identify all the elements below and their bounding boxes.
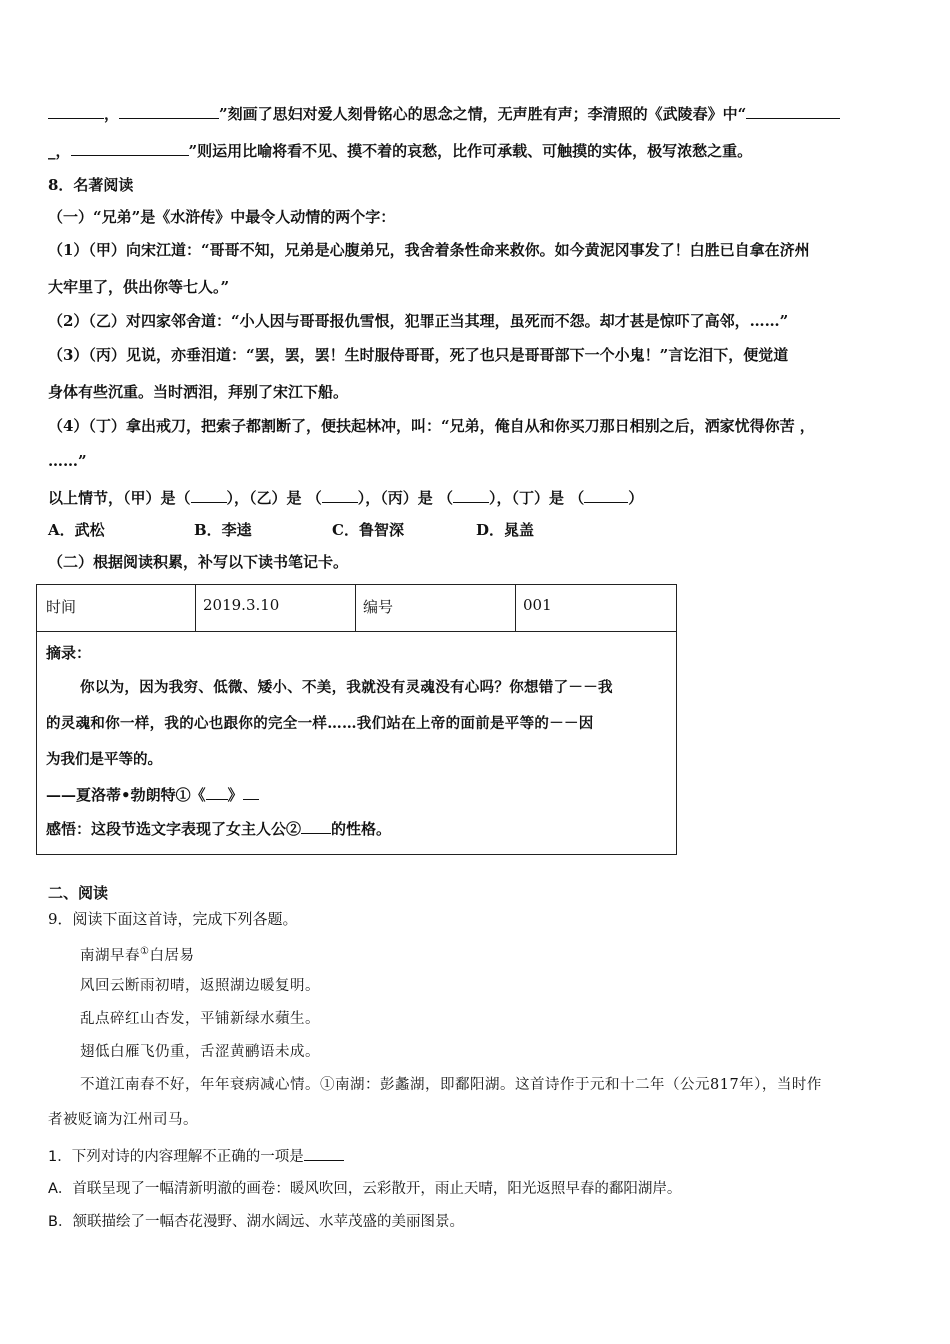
q8-title: 8．名著阅读 <box>48 176 134 194</box>
poem-line: 风回云断雨初晴，返照湖边暖复明。 <box>80 978 320 994</box>
q8-item2: （2）（乙）对四家邻舍道：“小人因与哥哥报仇雪恨，犯罪正当其理，虽死而不怨。却才甚是惊吓了高邻，……” <box>48 312 789 330</box>
q9-title: 9．阅读下面这首诗，完成下列各题。 <box>48 910 298 928</box>
answer-blank[interactable] <box>584 486 628 503</box>
q8-item3-line1: （3）（丙）见说，亦垂泪道：“罢，罢，罢！生时服侍哥哥，死了也只是哥哥部下一个小鬼！”言讫泪下，便觉道 <box>48 346 789 364</box>
table-border <box>355 584 356 632</box>
option-b[interactable]: B．李逵 <box>194 521 252 539</box>
answer-blank[interactable] <box>71 139 189 156</box>
q8-item3-line2: 身体有些沉重。当时洒泪，拜别了宋江下船。 <box>48 383 349 401</box>
time-value: 2019.3.10 <box>203 596 280 614</box>
insight-line: 感悟：这段节选文字表现了女主人公② 的性格。 <box>46 817 391 839</box>
poem-line: 翅低白雁飞仍重，舌涩黄鹂语未成。 <box>80 1044 320 1060</box>
time-label: 时间 <box>46 598 77 616</box>
option-b[interactable]: B．颔联描绘了一幅杏花漫野、湖水阔远、水苹茂盛的美丽图景。 <box>48 1214 464 1230</box>
source-line: ——夏洛蒂•勃朗特①《 》 <box>46 783 259 805</box>
q8-question: 以上情节，（甲）是（ ），（乙）是 （ ），（丙）是 （ ），（丁）是 （ ） <box>48 486 643 508</box>
id-label: 编号 <box>363 598 394 616</box>
q8-item4-line2: ……” <box>48 452 87 470</box>
underline <box>243 783 259 800</box>
excerpt-line: 为我们是平等的。 <box>46 751 162 768</box>
option-c[interactable]: C．鲁智深 <box>332 521 404 539</box>
option-a[interactable]: A．武松 <box>48 521 105 539</box>
q7-line-1: ， ”刻画了思妇对爱人刻骨铭心的思念之情，无声胜有声；李清照的《武陵春》中“ <box>48 102 840 124</box>
table-border <box>36 584 37 855</box>
poem-last-line-note: 不道江南春不好，年年衰病减心情。①南湖：彭蠡湖，即鄱阳湖。这首诗作于元和十二年（公元817年），当时作 <box>80 1077 822 1093</box>
option-a[interactable]: A．首联呈现了一幅清新明澈的画卷：暖风吹回，云彩散开，雨止天晴，阳光返照早春的鄱阳湖岸。 <box>48 1181 682 1197</box>
poem-note-line: 者被贬谪为江州司马。 <box>48 1112 198 1128</box>
answer-blank[interactable] <box>304 1144 344 1161</box>
excerpt-label: 摘录： <box>46 644 92 662</box>
answer-blank[interactable] <box>119 102 219 119</box>
excerpt-line: 的灵魂和你一样，我的心也跟你的完全一样……我们站在上帝的面前是平等的－－因 <box>46 715 594 732</box>
sub-question-1: 1．下列对诗的内容理解不正确的一项是 <box>48 1144 344 1167</box>
q8-options <box>48 520 534 540</box>
answer-blank[interactable] <box>322 486 358 503</box>
answer-blank[interactable] <box>48 102 104 119</box>
answer-blank[interactable] <box>191 486 227 503</box>
q8-part1-title: （一）“兄弟”是《水浒传》中最令人动情的两个字： <box>48 208 396 226</box>
q8-part2-title: （二）根据阅读积累，补写以下读书笔记卡。 <box>48 553 349 571</box>
table-border <box>36 631 677 632</box>
table-border <box>36 854 677 855</box>
answer-blank[interactable] <box>746 102 840 119</box>
poem-title-line: 南湖早春①白居易 <box>80 946 195 964</box>
answer-blank[interactable] <box>453 486 489 503</box>
answer-blank[interactable] <box>206 783 228 800</box>
table-border <box>36 584 677 585</box>
answer-blank[interactable] <box>301 817 331 834</box>
option-d[interactable]: D．晁盖 <box>476 521 535 539</box>
table-border <box>195 584 196 632</box>
poem-line: 乱点碎红山杏发，平铺新绿水蘋生。 <box>80 1011 320 1027</box>
q8-item1-line2: 大牢里了，供出你等七人。” <box>48 278 230 296</box>
q8-item1-line1: （1）（甲）向宋江道：“哥哥不知，兄弟是心腹弟兄，我舍着条性命来救你。如今黄泥冈事发了！白胜已自拿在济州 <box>48 241 810 259</box>
section-title: 二、阅读 <box>48 884 109 902</box>
table-border <box>676 584 677 855</box>
q8-item4-line1: （4）（丁）拿出戒刀，把索子都割断了，便扶起林冲，叫：“兄弟，俺自从和你买刀那日相别之后，洒家忧得你苦 ， <box>48 417 815 435</box>
id-value: 001 <box>523 596 552 614</box>
excerpt-line: 你以为，因为我穷、低微、矮小、不美，我就没有灵魂没有心吗？你想错了－－我 <box>80 679 613 696</box>
q7-line-2: _， ”则运用比喻将看不见、摸不着的哀愁，比作可承载、可触摸的实体，极写浓愁之重。 <box>48 139 752 161</box>
table-border <box>515 584 516 632</box>
